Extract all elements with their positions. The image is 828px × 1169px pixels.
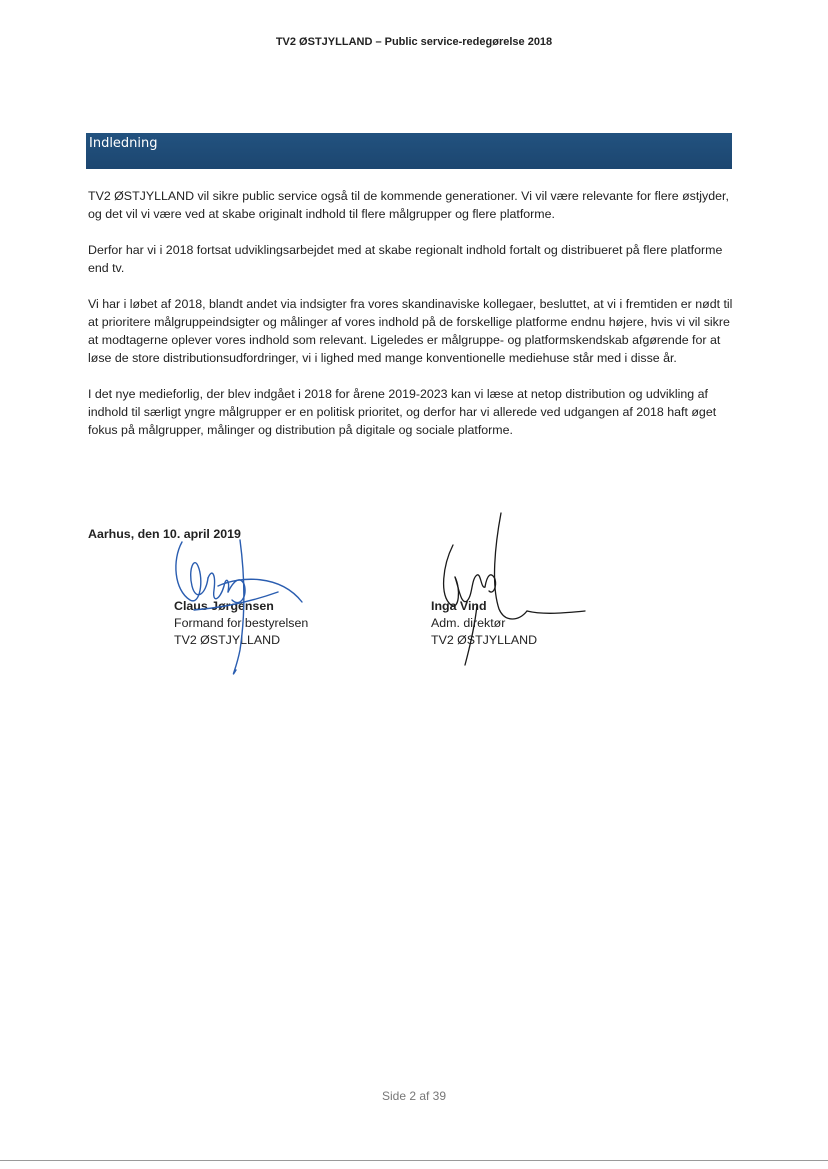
signatory-name: Claus Jørgensen	[174, 599, 274, 613]
signatory-org: TV2 ØSTJYLLAND	[174, 633, 281, 647]
signatory-name: Inga Vind	[431, 599, 487, 613]
body-text	[88, 187, 736, 457]
signatory-left	[174, 598, 308, 649]
section-title: Indledning	[89, 136, 158, 151]
signatory-org: TV2 ØSTJYLLAND	[431, 633, 538, 647]
page-header: TV2 ØSTJYLLAND – Public service-redegørelse 2018	[275, 36, 553, 48]
signatory-role: Formand for bestyrelsen	[174, 616, 309, 630]
signatory-right	[431, 598, 537, 649]
page-number: Side 2 af 39	[381, 1089, 447, 1103]
place-date: Aarhus, den 10. april 2019	[88, 527, 241, 541]
paragraph-2: Derfor har vi i 2018 fortsat udviklingsarbejdet med at skabe regionalt indhold fortalt og distribueret på flere platforme end tv.	[88, 243, 723, 275]
bottom-divider	[0, 1160, 828, 1161]
paragraph-1: TV2 ØSTJYLLAND vil sikre public service også til de kommende generationer. Vi vil være relevante for flere østjyder, og det vil vi være ved at skabe originalt indhold til flere målgrupper og flere platforme.	[88, 189, 729, 221]
section-heading-bar	[86, 133, 732, 169]
paragraph-4: I det nye medieforlig, der blev indgået i 2018 for årene 2019-2023 kan vi læse at netop distribution og udvikling af indhold til særligt yngre målgrupper er en politisk prioritet, og derfor har vi allerede ved udgangen af 2018 haft øget fokus på målgrupper, målinger og distribution på digitale og sociale platforme.	[88, 387, 717, 437]
paragraph-3: Vi har i løbet af 2018, blandt andet via indsigter fra vores skandinaviske kollegaer, besluttet, at vi i fremtiden er nødt til at prioritere målgruppeindsigter og målinger af vores indhold på de forskellige platforme endnu højere, hvis vi vil sikre at modtagerne oplever vores indhold som relevant. Ligeledes er målgruppe- og platformskendskab afgørende for at løse de store distributionsudfordringer, vi i lighed med mange konventionelle mediehuse står med i disse år.	[88, 297, 733, 365]
signatory-role: Adm. direktør	[431, 616, 506, 630]
